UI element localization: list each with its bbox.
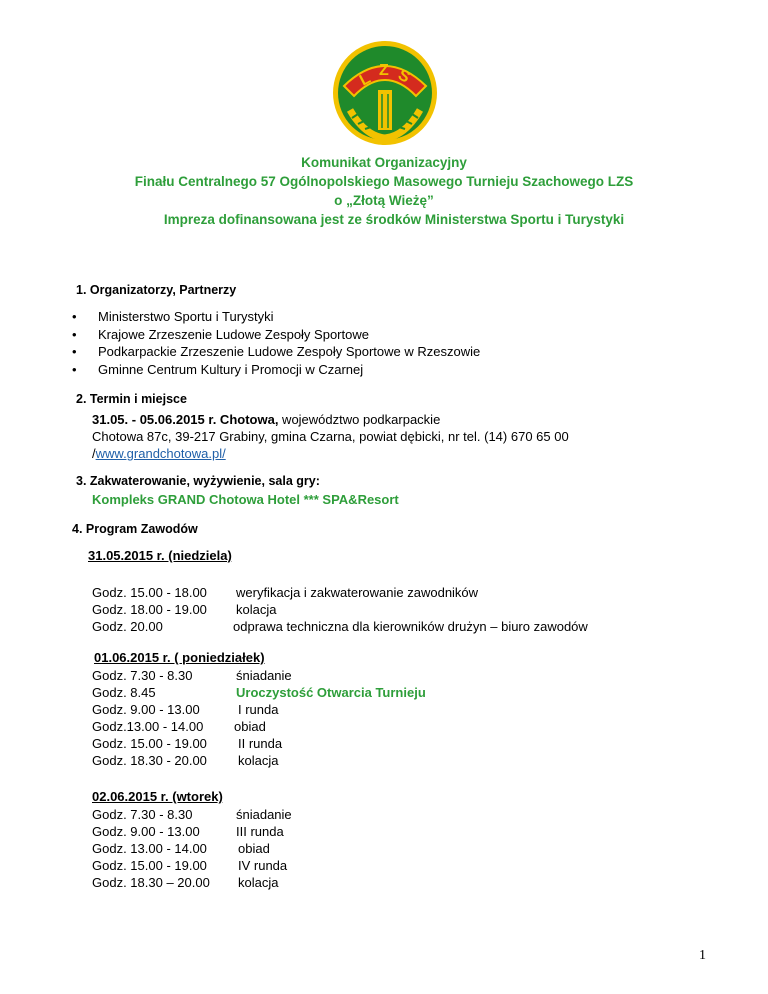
table-row (92, 601, 277, 618)
table-row (92, 618, 588, 635)
website-line (92, 445, 226, 462)
schedule-event: śniadanie (236, 807, 292, 822)
section-1-title: 1. Organizatorzy, Partnerzy (76, 283, 237, 297)
table-row (92, 718, 266, 735)
schedule-time: Godz. 15.00 - 18.00 (92, 585, 207, 600)
schedule-event: odprawa techniczna dla kierowników drużyn – biuro zawodów (233, 619, 588, 634)
list-item: • Gminne Centrum Kultury i Promocji w Czarnej (72, 361, 480, 379)
schedule-time: Godz. 7.30 - 8.30 (92, 668, 193, 683)
lzs-logo (330, 38, 440, 148)
day-3-label: 02.06.2015 r. (wtorek) (92, 789, 223, 804)
schedule-time: Godz.13.00 - 14.00 (92, 719, 204, 734)
document-header (0, 153, 768, 233)
list-item: • Podkarpackie Zrzeszenie Ludowe Zespoły Sportowe w Rzeszowie (72, 343, 480, 361)
table-row (92, 857, 288, 874)
schedule-time: Godz. 15.00 - 19.00 (92, 858, 207, 873)
header-title: Komunikat Organizacyjny (301, 155, 467, 170)
schedule-event: III runda (236, 824, 284, 839)
table-row (92, 584, 479, 601)
table-row (92, 752, 279, 769)
website-slash: / (92, 446, 96, 461)
svg-text:Z: Z (379, 62, 389, 79)
schedule-event: Uroczystość Otwarcia Turnieju (236, 685, 426, 700)
website-link[interactable]: www.grandchotowa.pl/ (95, 446, 226, 461)
day-1-label: 31.05.2015 r. (niedziela) (88, 548, 232, 563)
schedule-time: Godz. 9.00 - 13.00 (92, 824, 200, 839)
event-region: województwo podkarpackie (278, 412, 441, 427)
header-subtitle: Finału Centralnego 57 Ogólnopolskiego Masowego Turnieju Szachowego LZS (134, 174, 634, 189)
schedule-time: Godz. 9.00 - 13.00 (92, 702, 200, 717)
table-row (92, 806, 292, 823)
page-number: 1 (699, 948, 706, 963)
header-trophy: o „Złotą Wieżę” (334, 193, 434, 208)
table-row (92, 874, 279, 891)
schedule-event: obiad (238, 841, 270, 856)
day-2-label: 01.06.2015 r. ( poniedziałek) (94, 650, 265, 665)
section-3-title: 3. Zakwaterowanie, wyżywienie, sala gry: (76, 474, 320, 488)
schedule-time: Godz. 18.30 - 20.00 (92, 753, 207, 768)
list-item: • Ministerstwo Sportu i Turystyki (72, 308, 480, 326)
schedule-event: kolacja (238, 875, 279, 890)
table-row (92, 684, 426, 701)
organizers-list (72, 308, 480, 378)
svg-text:L: L (356, 69, 374, 90)
schedule-event: weryfikacja i zakwaterowanie zawodników (236, 585, 479, 600)
schedule-time: Godz. 7.30 - 8.30 (92, 807, 193, 822)
schedule-event: obiad (234, 719, 266, 734)
table-row (92, 735, 283, 752)
event-date-line (92, 411, 440, 428)
schedule-event: II runda (238, 736, 283, 751)
section-2-title: 2. Termin i miejsce (76, 392, 187, 406)
lzs-emblem-icon (330, 38, 440, 148)
schedule-event: I runda (238, 702, 279, 717)
table-row (92, 840, 270, 857)
section-4-title: 4. Program Zawodów (72, 522, 198, 536)
schedule-time: Godz. 13.00 - 14.00 (92, 841, 207, 856)
svg-text:S: S (395, 66, 413, 87)
schedule-time: Godz. 18.30 – 20.00 (92, 875, 210, 890)
schedule-event: IV runda (238, 858, 288, 873)
event-address: Chotowa 87c, 39-217 Grabiny, gmina Czarna, powiat dębicki, nr tel. (14) 670 65 00 (92, 429, 569, 444)
schedule-event: śniadanie (236, 668, 292, 683)
table-row (92, 701, 279, 718)
schedule-time: Godz. 18.00 - 19.00 (92, 602, 207, 617)
schedule-time: Godz. 8.45 (92, 685, 156, 700)
venue-name: Kompleks GRAND Chotowa Hotel *** SPA&Resort (92, 492, 399, 507)
schedule-time: Godz. 20.00 (92, 619, 163, 634)
table-row (92, 667, 292, 684)
schedule-time: Godz. 15.00 - 19.00 (92, 736, 207, 751)
header-funding: Impreza dofinansowana jest ze środków Ministerstwa Sportu i Turystyki (163, 212, 625, 227)
event-date: 31.05. - 05.06.2015 r. Chotowa, (92, 412, 279, 427)
schedule-event: kolacja (236, 602, 277, 617)
schedule-event: kolacja (238, 753, 279, 768)
list-item: • Krajowe Zrzeszenie Ludowe Zespoły Sportowe (72, 326, 480, 344)
table-row (92, 823, 284, 840)
